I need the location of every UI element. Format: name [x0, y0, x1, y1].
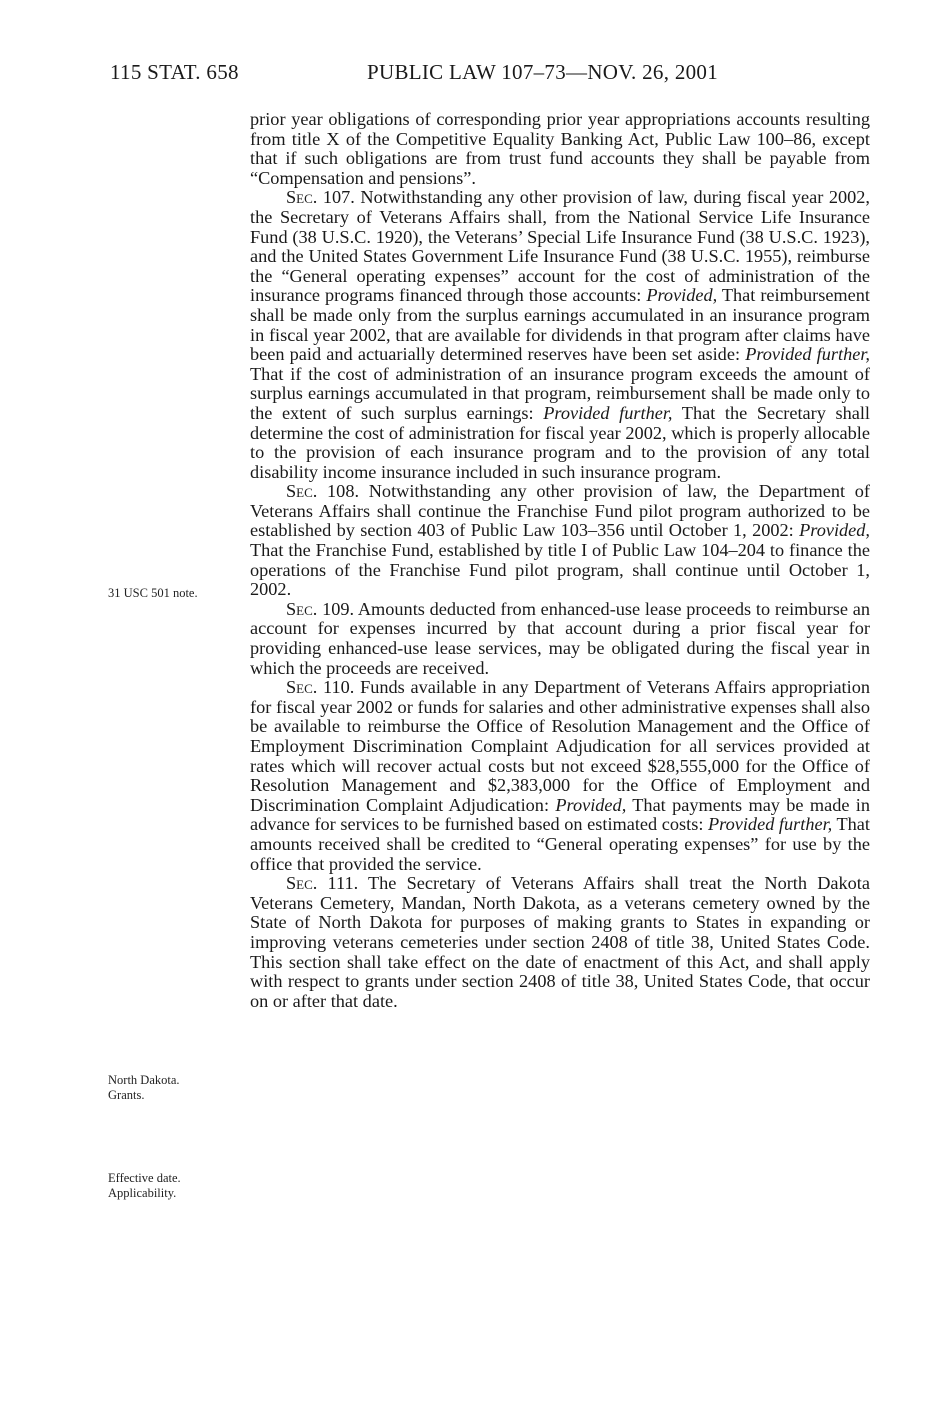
proviso-italic: Provided,: [799, 520, 870, 541]
paragraph-continuation: prior year obligations of corresponding prior year appropriations accounts resulting from title X of the Competitive Equality Banking Act, Public Law 100–86, except that if such obligations are from trust fund accounts they shall be payable from “Compensation and pensions”.: [250, 109, 870, 188]
page-header: [0, 60, 946, 90]
section-text: The Secretary of Veterans Affairs shall treat the North Dakota Veterans Cemetery, Mandan, North Dakota, as a veterans cemetery owned by the State of North Dakota for purposes of making grants to States in expanding or improving veterans cemeteries under section 2408 of title 38, United States Code. This section shall take effect on the date of enactment of this Act, and shall apply with respect to grants under section 2408 of title 38, United States Code, that occur on or after that date.: [250, 873, 870, 1011]
section-108: [250, 482, 870, 600]
section-text: That if the cost of administration of an insurance program exceeds the amount of surplus earnings accumulated in that program, reimbursement shall be made only to the extent of such surplus earnings:: [250, 363, 870, 423]
proviso-italic: Provided,: [555, 794, 627, 815]
margin-note-text: Grants.: [108, 1088, 145, 1102]
section-110: [250, 678, 870, 874]
margin-note-text: Effective date.: [108, 1171, 181, 1185]
section-text: That the Secretary shall determine the cost of administration for fiscal year 2002, which is properly allocable to the provision of each insurance program and to the provision of any total disability income insurance included in such insurance program.: [250, 402, 871, 482]
section-text: Funds available in any Department of Veterans Affairs appropriation for fiscal year 2002 or funds for salaries and other administrative expenses shall also be available to reimburse the Office of Resolution Management and the Office of Employment Discrimination Complaint Adjudication for all services provided at rates which will recover actual costs but not exceed $28,555,000 for the Office of Resolution Management and $2,383,000 for the Office of Employment and Discrimination Complaint Adjudication:: [250, 677, 871, 815]
section-text: That the Franchise Fund, established by title I of Public Law 104–204 to finance the operations of the Franchise Fund pilot program, shall continue until October 1, 2002.: [250, 540, 870, 600]
statute-page-number: 115 STAT. 658: [110, 60, 239, 84]
section-111: [250, 874, 870, 1011]
section-text: That payments may be made in advance for services to be furnished based on estimated costs:: [250, 794, 870, 835]
section-label: Sec. 107.: [286, 187, 355, 208]
margin-note-text: North Dakota.: [108, 1073, 180, 1087]
law-text-column: [250, 110, 870, 1011]
section-label: Sec. 110.: [286, 677, 355, 698]
section-109: [250, 600, 870, 678]
public-law-heading: PUBLIC LAW 107–73—NOV. 26, 2001: [367, 60, 719, 84]
proviso-italic: Provided further,: [543, 402, 673, 423]
section-label: Sec. 109.: [286, 598, 355, 619]
proviso-italic: Provided,: [646, 285, 718, 306]
margin-note-effective-date: [108, 1171, 181, 1201]
section-107: [250, 188, 870, 482]
margin-note-text: 31 USC 501 note.: [108, 586, 198, 600]
section-text: That reimbursement shall be made only from the surplus earnings accumulated in an insurance program in fiscal year 2002, that are available for dividends in that program after claims have been paid and actuarially determined reserves have been set aside:: [250, 285, 870, 365]
proviso-italic: Provided further,: [745, 344, 871, 365]
section-text: Amounts deducted from enhanced-use lease proceeds to reimburse an account for expenses incurred by that account during a prior fiscal year for providing enhanced-use lease services, may be obligated during the fiscal year in which the proceeds are received.: [250, 598, 870, 678]
proviso-italic: Provided further,: [708, 814, 833, 835]
section-label: Sec. 111.: [286, 873, 359, 894]
section-text: Notwithstanding any other provision of law, during fiscal year 2002, the Secretary of Veterans Affairs shall, from the National Service Life Insurance Fund (38 U.S.C. 1920), the Veterans’ Special Life Insurance Fund (38 U.S.C. 1923), and the United States Government Life Insurance Fund (38 U.S.C. 1955), reimburse the “General operating expenses” account for the cost of administration of the insurance programs financed through those accounts:: [250, 187, 870, 306]
margin-note-north-dakota: [108, 1073, 180, 1103]
margin-note-usc: [108, 586, 198, 601]
section-text: Notwithstanding any other provision of law, the Department of Veterans Affairs shall continue the Franchise Fund pilot program authorized to be established by section 403 of Public Law 103–356 until October 1, 2002:: [250, 481, 870, 541]
section-label: Sec. 108.: [286, 481, 360, 502]
section-text: That amounts received shall be credited to “General operating expenses” for use by the office that provided the service.: [250, 814, 870, 874]
margin-note-text: Applicability.: [108, 1186, 177, 1200]
